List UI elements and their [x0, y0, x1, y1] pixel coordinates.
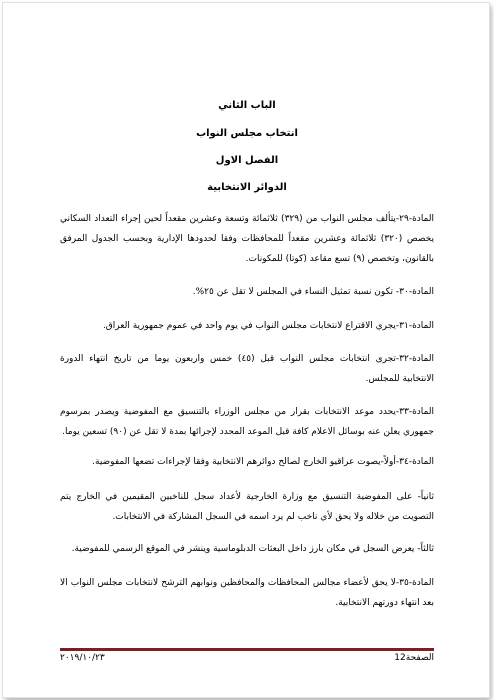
article-29: المادة-٢٩-يتألف مجلس النواب من (٣٢٩) ثلاثمائة وتسعة وعشرين مقعداً لحين إجراء التعداد السكاني يخصص (٣٢٠) ثلاثمائة وعشرين مقعداً للمحافظات وفقا لحدودها الإدارية وبحسب الجدول المرفق بالقانون، وتخصص (٩) تسع مقاعد (كوتا) للمكونات. [60, 214, 435, 264]
title-heading: انتخاب مجلس النواب [196, 128, 298, 139]
article-34-third: ثالثاً- يعرض السجل في مكان بارز داخل البعثات الدبلوماسية وينشر في الموقع الرسمي للمفوضية. [71, 544, 434, 554]
article-33: المادة-٣٣-يحدد موعد الانتخابات بقرار من مجلس الوزراء بالتنسيق مع المفوضية ويصدر بمرسوم جمهوري يعلن عنه بوسائل الاعلام كافة قبل الموعد المحدد لإجرائها بمدة لا تقل عن (٩٠) تسعين يوما. [60, 407, 434, 437]
article-30: المادة-٣٠- تكون نسبة تمثيل النساء في المجلس لا تقل عن ٢٥%. [192, 287, 434, 297]
article-32: المادة-٣٢-تجرى انتخابات مجلس النواب قبل (٤٥) خمس واربعون يوما من تاريخ انتهاء الدورة الانتخابية للمجلس. [60, 354, 434, 384]
chapter-heading: الفصل الاول [215, 155, 279, 166]
article-35: المادة-٣٥-لا يحق لأعضاء مجالس المحافظات والمحافظين ونوابهم الترشح لانتخابات مجلس النواب الا بعد انتهاء دورتهم الانتخابية. [60, 578, 434, 608]
page-number-label [370, 653, 434, 663]
page-label: الصفحة [405, 653, 434, 663]
article-31: المادة-٣١-يجري الاقتراع لانتخابات مجلس النواب في يوم واحد في عموم جمهورية العراق. [102, 321, 434, 331]
part-heading: الباب الثاني [218, 100, 276, 111]
section-heading: الدوائر الانتخابية [207, 182, 287, 193]
article-34-second: ثانياً- على المفوضية التنسيق مع وزارة الخارجية لأعداد سجل للناخبين المقيمين في الخارج يتم التصويت من خلاله ولا يحق لأي ناخب لم يرد اسمه في السجل المشاركة في الانتخابات. [60, 492, 434, 522]
article-34-first: المادة-٣٤-أولاً-يصوت عراقيو الخارج لصالح دوائرهم الانتخابية وفقا لإجراءات تضعها المفوضية. [92, 457, 434, 467]
footer-rule [60, 648, 434, 651]
page-number: 12 [394, 653, 406, 663]
footer-date: ٢٠١٩/١٠/٢٣ [60, 653, 105, 663]
